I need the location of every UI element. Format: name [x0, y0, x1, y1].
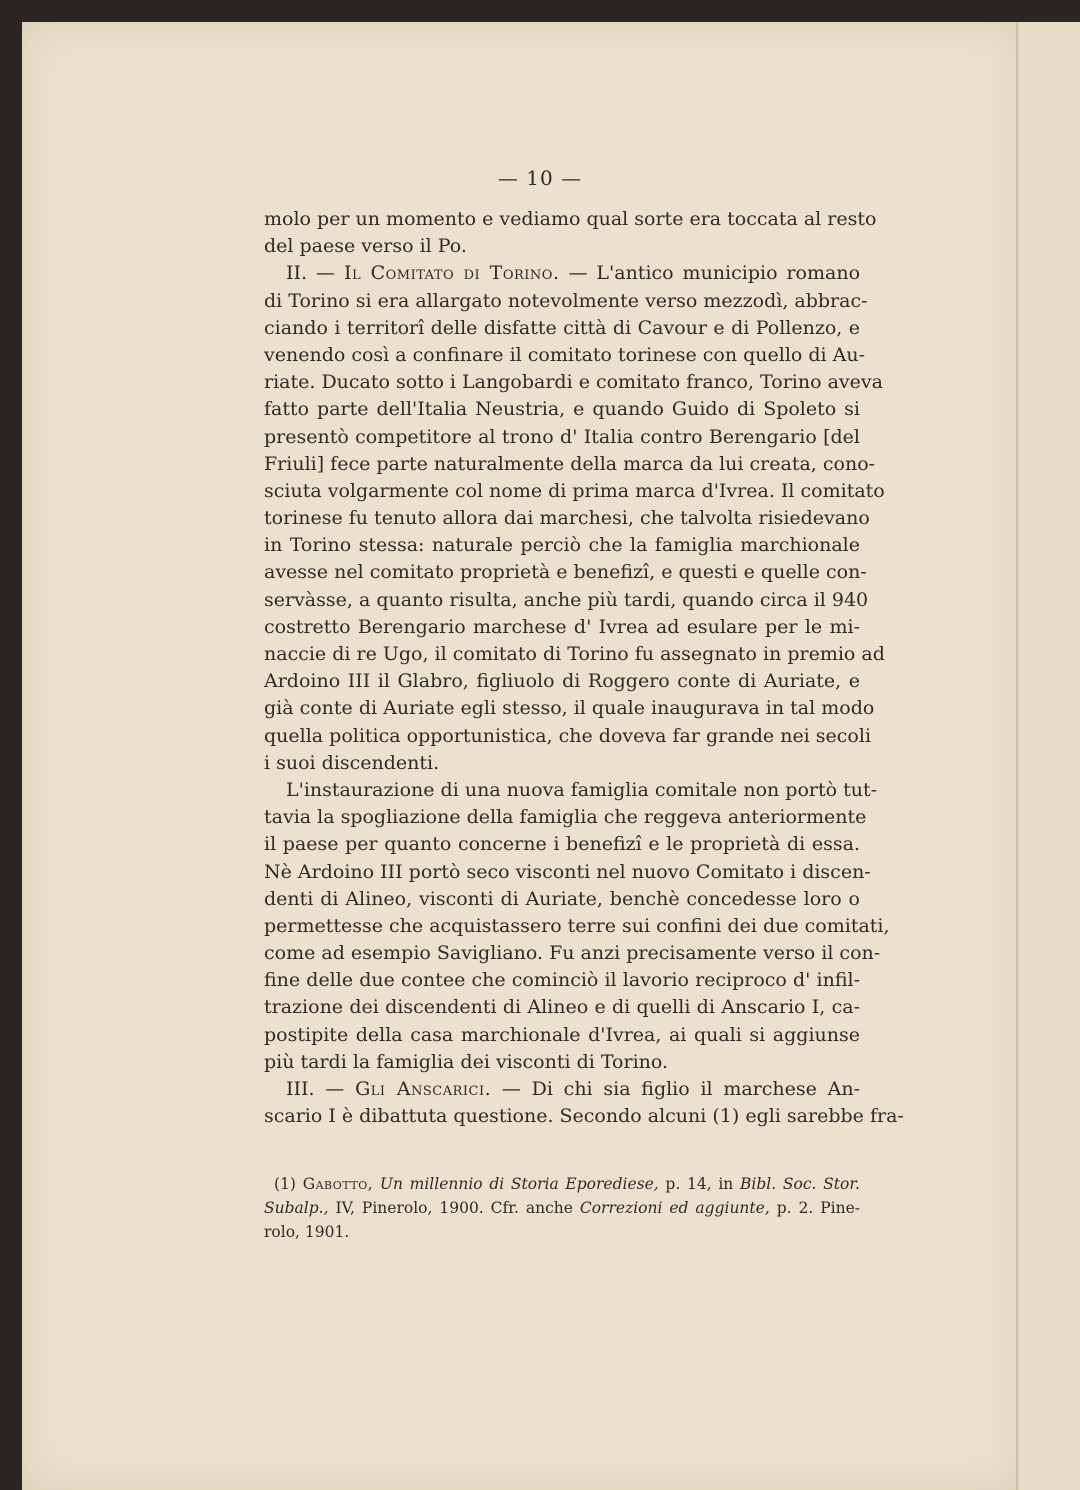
footnote-title: Un millennio di Storia Eporediese,	[379, 1175, 659, 1193]
text-line: permettesse che acquistassero terre sui confini dei due comitati,	[264, 914, 890, 937]
page-number: — 10 —	[497, 166, 583, 190]
section-heading-line	[264, 260, 860, 287]
footnote-line: rolo, 1901.	[264, 1223, 350, 1241]
text-line: denti di Alineo, visconti di Auriate, benchè concedesse loro o	[264, 887, 860, 910]
text-line: scario I è dibattuta questione. Secondo alcuni (1) egli sarebbe fra-	[264, 1105, 904, 1128]
text-line: i suoi discendenti.	[264, 751, 440, 774]
footnote-tail: p. 2. Pine-	[776, 1199, 860, 1217]
text-line: Friuli] fece parte naturalmente della marca da lui creata, cono-	[264, 452, 876, 475]
footnotes	[264, 1172, 860, 1244]
text-line: quella politica opportunistica, che doveva far grande nei secoli	[264, 724, 872, 747]
text-line: riate. Ducato sotto i Langobardi e comitato franco, Torino aveva	[264, 371, 883, 394]
text-line: Ardoino III il Glabro, figliuolo di Roggero conte di Auriate, e	[264, 670, 860, 693]
footnote-series-cont: Subalp.,	[264, 1199, 329, 1217]
text-line: L'instaurazione di una nuova famiglia comitale non portò tut-	[286, 778, 878, 801]
text-line: molo per un momento e vediamo qual sorte era toccata al resto	[264, 208, 877, 230]
adjacent-page-edge	[1016, 22, 1080, 1490]
text-line: fatto parte dell'Italia Neustria, e quando Guido di Spoleto si	[264, 398, 860, 421]
body-text	[264, 206, 904, 1130]
text-line: fine delle due contee che cominciò il lavorio reciproco d' infil-	[264, 969, 860, 992]
text-line: come ad esempio Savigliano. Fu anzi precisamente verso il con-	[264, 942, 881, 965]
text-line: del paese verso il Po.	[264, 235, 467, 258]
section-numeral: III. —	[286, 1078, 345, 1100]
section-lead-text: — L'antico municipio romano	[568, 262, 861, 285]
text-line: servàsse, a quanto risulta, anche più tardi, quando circa il 940	[264, 588, 869, 611]
text-line: avesse nel comitato proprietà e benefizî, e questi e quelle con-	[264, 561, 867, 584]
footnote-marker: (1)	[274, 1175, 296, 1193]
text-line: sciuta volgarmente col nome di prima marca d'Ivrea. Il comitato	[264, 479, 885, 502]
section-numeral: II. —	[286, 262, 336, 285]
footnote-line	[264, 1172, 860, 1196]
text-line: torinese fu tenuto allora dai marchesi, che talvolta risiedevano	[264, 507, 870, 530]
text-line: tavia la spogliazione della famiglia che reggeva anteriormente	[264, 806, 867, 829]
text-line: postipite della casa marchionale d'Ivrea, ai quali si aggiunse	[264, 1023, 860, 1046]
footnote-line	[264, 1196, 860, 1220]
footnote-series-rest: IV, Pinerolo, 1900. Cfr. anche	[335, 1199, 573, 1217]
footnote-author: Gabotto,	[302, 1175, 374, 1193]
text-line: il paese per quanto concerne i benefizî e le proprietà di essa.	[264, 833, 860, 856]
text-line: già conte di Auriate egli stesso, il quale inaugurava in tal modo	[264, 697, 875, 720]
text-line: naccie di re Ugo, il comitato di Torino fu assegnato in premio ad	[264, 643, 885, 665]
section-title: Il Comitato di Torino.	[343, 262, 560, 285]
text-line: di Torino si era allargato notevolmente verso mezzodì, abbrac-	[264, 289, 868, 312]
section-title: Gli Anscarici.	[355, 1078, 492, 1100]
text-line: trazione dei discendenti di Alineo e di quelli di Anscario I, ca-	[264, 996, 860, 1019]
text-line: venendo così a confinare il comitato torinese con quello di Au-	[264, 343, 866, 366]
text-line: presentò competitore al trono d' Italia contro Berengario [del	[264, 425, 860, 448]
text-line: ciando i territorî delle disfatte città di Cavour e di Pollenzo, e	[264, 316, 860, 339]
footnote-pages: p. 14, in	[665, 1175, 734, 1193]
section-heading-line	[264, 1076, 860, 1103]
text-line: più tardi la famiglia dei visconti di Torino.	[264, 1050, 669, 1073]
footnote-title-2: Correzioni ed aggiunte,	[579, 1199, 770, 1217]
text-line: in Torino stessa: naturale perciò che la famiglia marchionale	[264, 534, 860, 557]
text-line: Nè Ardoino III portò seco visconti nel nuovo Comitato i discen-	[264, 860, 871, 883]
text-line: costretto Berengario marchese d' Ivrea ad esulare per le mi-	[264, 615, 860, 638]
footnote-series: Bibl. Soc. Stor.	[740, 1175, 860, 1193]
section-lead-text: — Di chi sia figlio il marchese An-	[501, 1078, 861, 1100]
